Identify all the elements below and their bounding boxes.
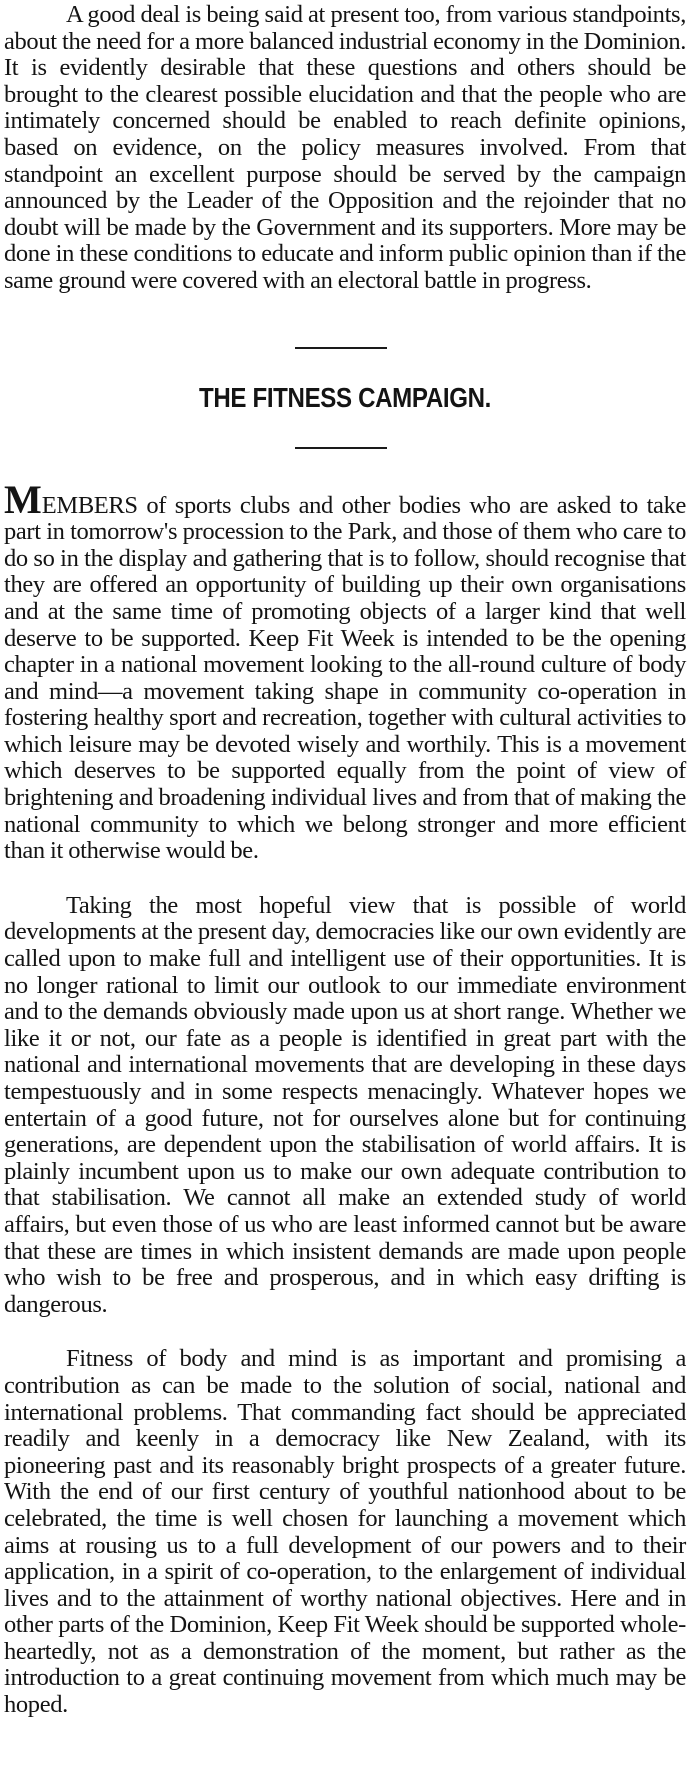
article-headline: THE FITNESS CAMPAIGN. [198, 381, 491, 413]
intro-paragraph: A good deal is being said at present too, from various standpoints, about the need for a more balanced industrial economy in the Dominion. It is evidently desirable that these questions and others should be brought to the clearest possible elucidation and that the people who are intimately concerned should be enabled to reach definite opinions, based on evidence, on the policy measures involved. From that standpoint an excellent purpose should be served by the campaign announced by the Leader of the Opposition and the rejoinder that no doubt will be made by the Government and its supporters. More may be done in these conditions to educate and inform public opinion than if the same ground were covered with an electoral battle in progress. [4, 1, 686, 294]
third-paragraph: Fitness of body and mind is as important and promising a contribution as can be made to the solution of social, national and international problems. That commanding fact should be appreciated readily and keenly in a democracy like New Zealand, with its pioneering past and its reasonably bright prospects of a greater future. With the end of our first century of youthful nationhood about to be celebrated, the time is well chosen for launching a movement which aims at rousing us to a full development of our powers and to their application, in a spirit of co-operation, to the enlargement of individual lives and to the attainment of worthy national objectives. Here and in other parts of the Dominion, Keep Fit Week should be supported whole-heartedly, not as a demonstration of the moment, but rather as the introduction to a great continuing movement from which much may be hoped. [4, 1345, 686, 1719]
lead-paragraph [4, 476, 686, 865]
lead-paragraph-text: EMBERS of sports clubs and other bodies who are asked to take part in tomorrow's procession to the Park, and those of them who care to do so in the display and gathering that is to follow, should recognise that they are offered an opportunity of building up their own organisations and at the same time of promoting objects of a larger kind that well deserve to be supported. Keep Fit Week is intended to be the opening chapter in a national movement looking to the all-round culture of body and mind—a movement taking shape in community co-operation in fostering healthy sport and recreation, together with cultural activities to which leisure may be devoted wisely and worthily. This is a movement which deserves to be supported equally from the point of view of brightening and broadening individual lives and from that of making the national community to which we belong stronger and more efficient than it otherwise would be. [4, 491, 686, 865]
drop-cap-letter: M [4, 476, 42, 522]
headline-rule-top [295, 347, 387, 349]
headline-rule-bottom [295, 447, 387, 449]
second-paragraph: Taking the most hopeful view that is possible of world developments at the present day, democracies like our own evidently are called upon to make full and intelligent use of their opportunities. It is no longer rational to limit our outlook to our immediate environment and to the demands obviously made upon us at short range. Whether we like it or not, our fate as a people is identified in great part with the national and international movements that are developing in these days tempestuously and in some respects menacingly. Whatever hopes we entertain of a good future, not for ourselves alone but for continuing generations, are dependent upon the stabilisation of world affairs. It is plainly incumbent upon us to make our own adequate contribution to that stabilisation. We cannot all make an extended study of world affairs, but even those of us who are least informed cannot but be aware that these are times in which insistent demands are made upon people who wish to be free and prosperous, and in which easy drifting is dangerous. [4, 891, 686, 1318]
newspaper-column [4, 2, 686, 1719]
